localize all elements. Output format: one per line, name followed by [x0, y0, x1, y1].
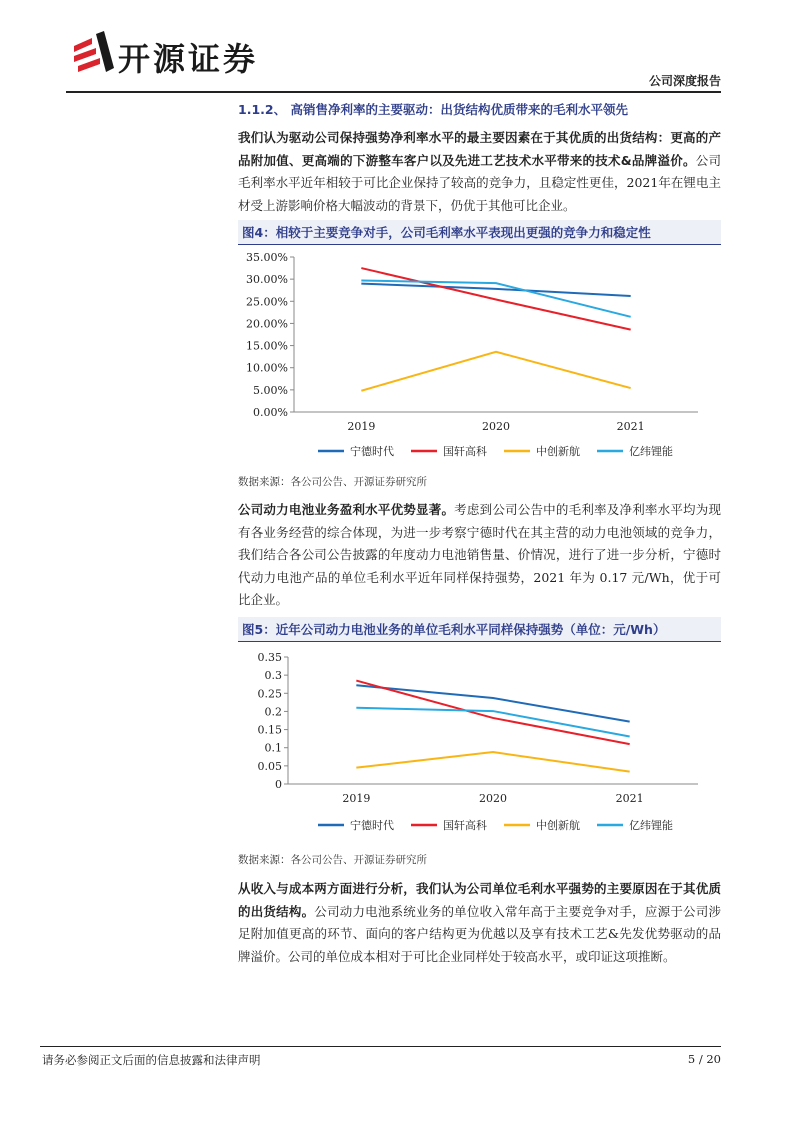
- section-heading: 1.1.2、 高销售净利率的主要驱动：出货结构优质带来的毛利水平领先: [238, 102, 628, 117]
- x-tick-label: 2020: [479, 792, 507, 805]
- series-line-0: [356, 685, 629, 721]
- figure-5-chart: [238, 643, 721, 843]
- legend-label: 中创新航: [536, 819, 580, 832]
- legend-label: 亿纬锂能: [629, 445, 673, 458]
- y-tick-label: 0.1: [264, 741, 282, 755]
- x-tick-label: 2021: [616, 420, 645, 433]
- figure-5-title: [238, 617, 721, 642]
- y-tick-label: 35.00%: [246, 251, 288, 264]
- x-tick-label: 2019: [342, 792, 371, 805]
- brand-logo-icon: [70, 28, 116, 76]
- y-tick-label: 0: [275, 778, 282, 791]
- paragraph-bold-lead: 从收入与成本两方面进行分析，我们认为公司单位毛利水平强势的主要原因在于其优质的出货结构。: [238, 881, 721, 919]
- y-tick-label: 0.25: [257, 687, 282, 701]
- legend-label: 宁德时代: [350, 445, 394, 458]
- figure-5-caption: 近年公司动力电池业务的单位毛利水平同样保持强势（单位：元/Wh）: [275, 622, 666, 637]
- x-tick-label: 2020: [482, 420, 510, 433]
- series-line-3: [356, 708, 629, 737]
- y-tick-label: 0.05: [257, 759, 282, 773]
- legend-label: 亿纬锂能: [629, 819, 673, 832]
- legend-label: 国轩高科: [443, 445, 487, 458]
- footer-divider: [40, 1046, 721, 1047]
- report-type-label: 公司深度报告: [648, 74, 721, 88]
- legend-label: 中创新航: [536, 445, 580, 458]
- paragraph-battery-profit: [238, 499, 721, 612]
- paragraph-bold-lead: 公司动力电池业务盈利水平优势显著。: [238, 502, 455, 517]
- y-tick-label: 30.00%: [246, 273, 288, 287]
- y-tick-label: 10.00%: [246, 361, 288, 375]
- legend-label: 宁德时代: [350, 819, 394, 832]
- figure-4-chart: [238, 245, 721, 465]
- y-tick-label: 0.15: [257, 723, 282, 737]
- series-line-0: [361, 284, 630, 296]
- series-line-1: [361, 268, 630, 330]
- footer-disclaimer: 请务必参阅正文后面的信息披露和法律声明: [42, 1053, 261, 1067]
- x-tick-label: 2019: [347, 420, 376, 433]
- figure-5-number: 图5：: [242, 622, 276, 637]
- paragraph-margin-drivers: [238, 127, 721, 217]
- legend-label: 国轩高科: [443, 819, 487, 832]
- y-tick-label: 0.2: [264, 705, 282, 719]
- paragraph-bold-lead: 我们认为驱动公司保持强势净利率水平的最主要因素在于其优质的出货结构：更高的产品附加值、更高端的下游整车客户以及先进工艺技术水平带来的技术&品牌溢价。: [238, 130, 721, 168]
- figure-4-source: 数据来源：各公司公告、开源证券研究所: [238, 476, 427, 488]
- y-tick-label: 0.3: [264, 669, 282, 683]
- series-line-2: [361, 352, 630, 391]
- paragraph-body: 公司动力电池系统业务的单位收入常年高于主要竞争对手，应源于公司涉足附加值更高的环节、面向的客户结构更为优越以及享有技术工艺&先发优势驱动的品牌溢价。公司的单位成本相对于可比企业同样处于较高水平，或印证这项推断。: [238, 903, 721, 964]
- header-divider: [66, 91, 721, 93]
- paragraph-structure-analysis: [238, 878, 721, 968]
- page-number: 5 / 20: [687, 1052, 721, 1066]
- y-tick-label: 15.00%: [246, 339, 288, 353]
- y-tick-label: 5.00%: [253, 383, 288, 397]
- y-tick-label: 0.00%: [253, 406, 288, 419]
- paragraph-body: 考虑到公司公告中的毛利率及净利率水平均为现有各业务经营的综合体现，为进一步考察宁德时代在其主营的动力电池领域的竞争力，我们结合各公司公告披露的年度动力电池销售量、价情况，进行了进一步分析，宁德时代动力电池产品的单位毛利水平近年同样保持强势，2021 年为 0.17 元/Wh，优于可比企业。: [238, 502, 721, 607]
- x-tick-label: 2021: [615, 792, 644, 805]
- y-tick-label: 25.00%: [246, 295, 288, 309]
- brand-name: 开源证券: [118, 40, 259, 78]
- figure-4-title: [238, 220, 721, 245]
- y-tick-label: 0.35: [257, 651, 282, 664]
- series-line-2: [356, 752, 629, 772]
- figure-4-caption: 相较于主要竞争对手，公司毛利率水平表现出更强的竞争力和稳定性: [275, 225, 651, 240]
- y-tick-label: 20.00%: [246, 317, 288, 331]
- figure-4-number: 图4：: [242, 225, 276, 240]
- figure-5-source: 数据来源：各公司公告、开源证券研究所: [238, 854, 427, 866]
- paragraph-body: 公司毛利率水平近年相较于可比企业保持了较高的竞争力，且稳定性更佳，2021年在锂电主材受上游影响价格大幅波动的背景下，仍优于其他可比企业。: [238, 152, 721, 213]
